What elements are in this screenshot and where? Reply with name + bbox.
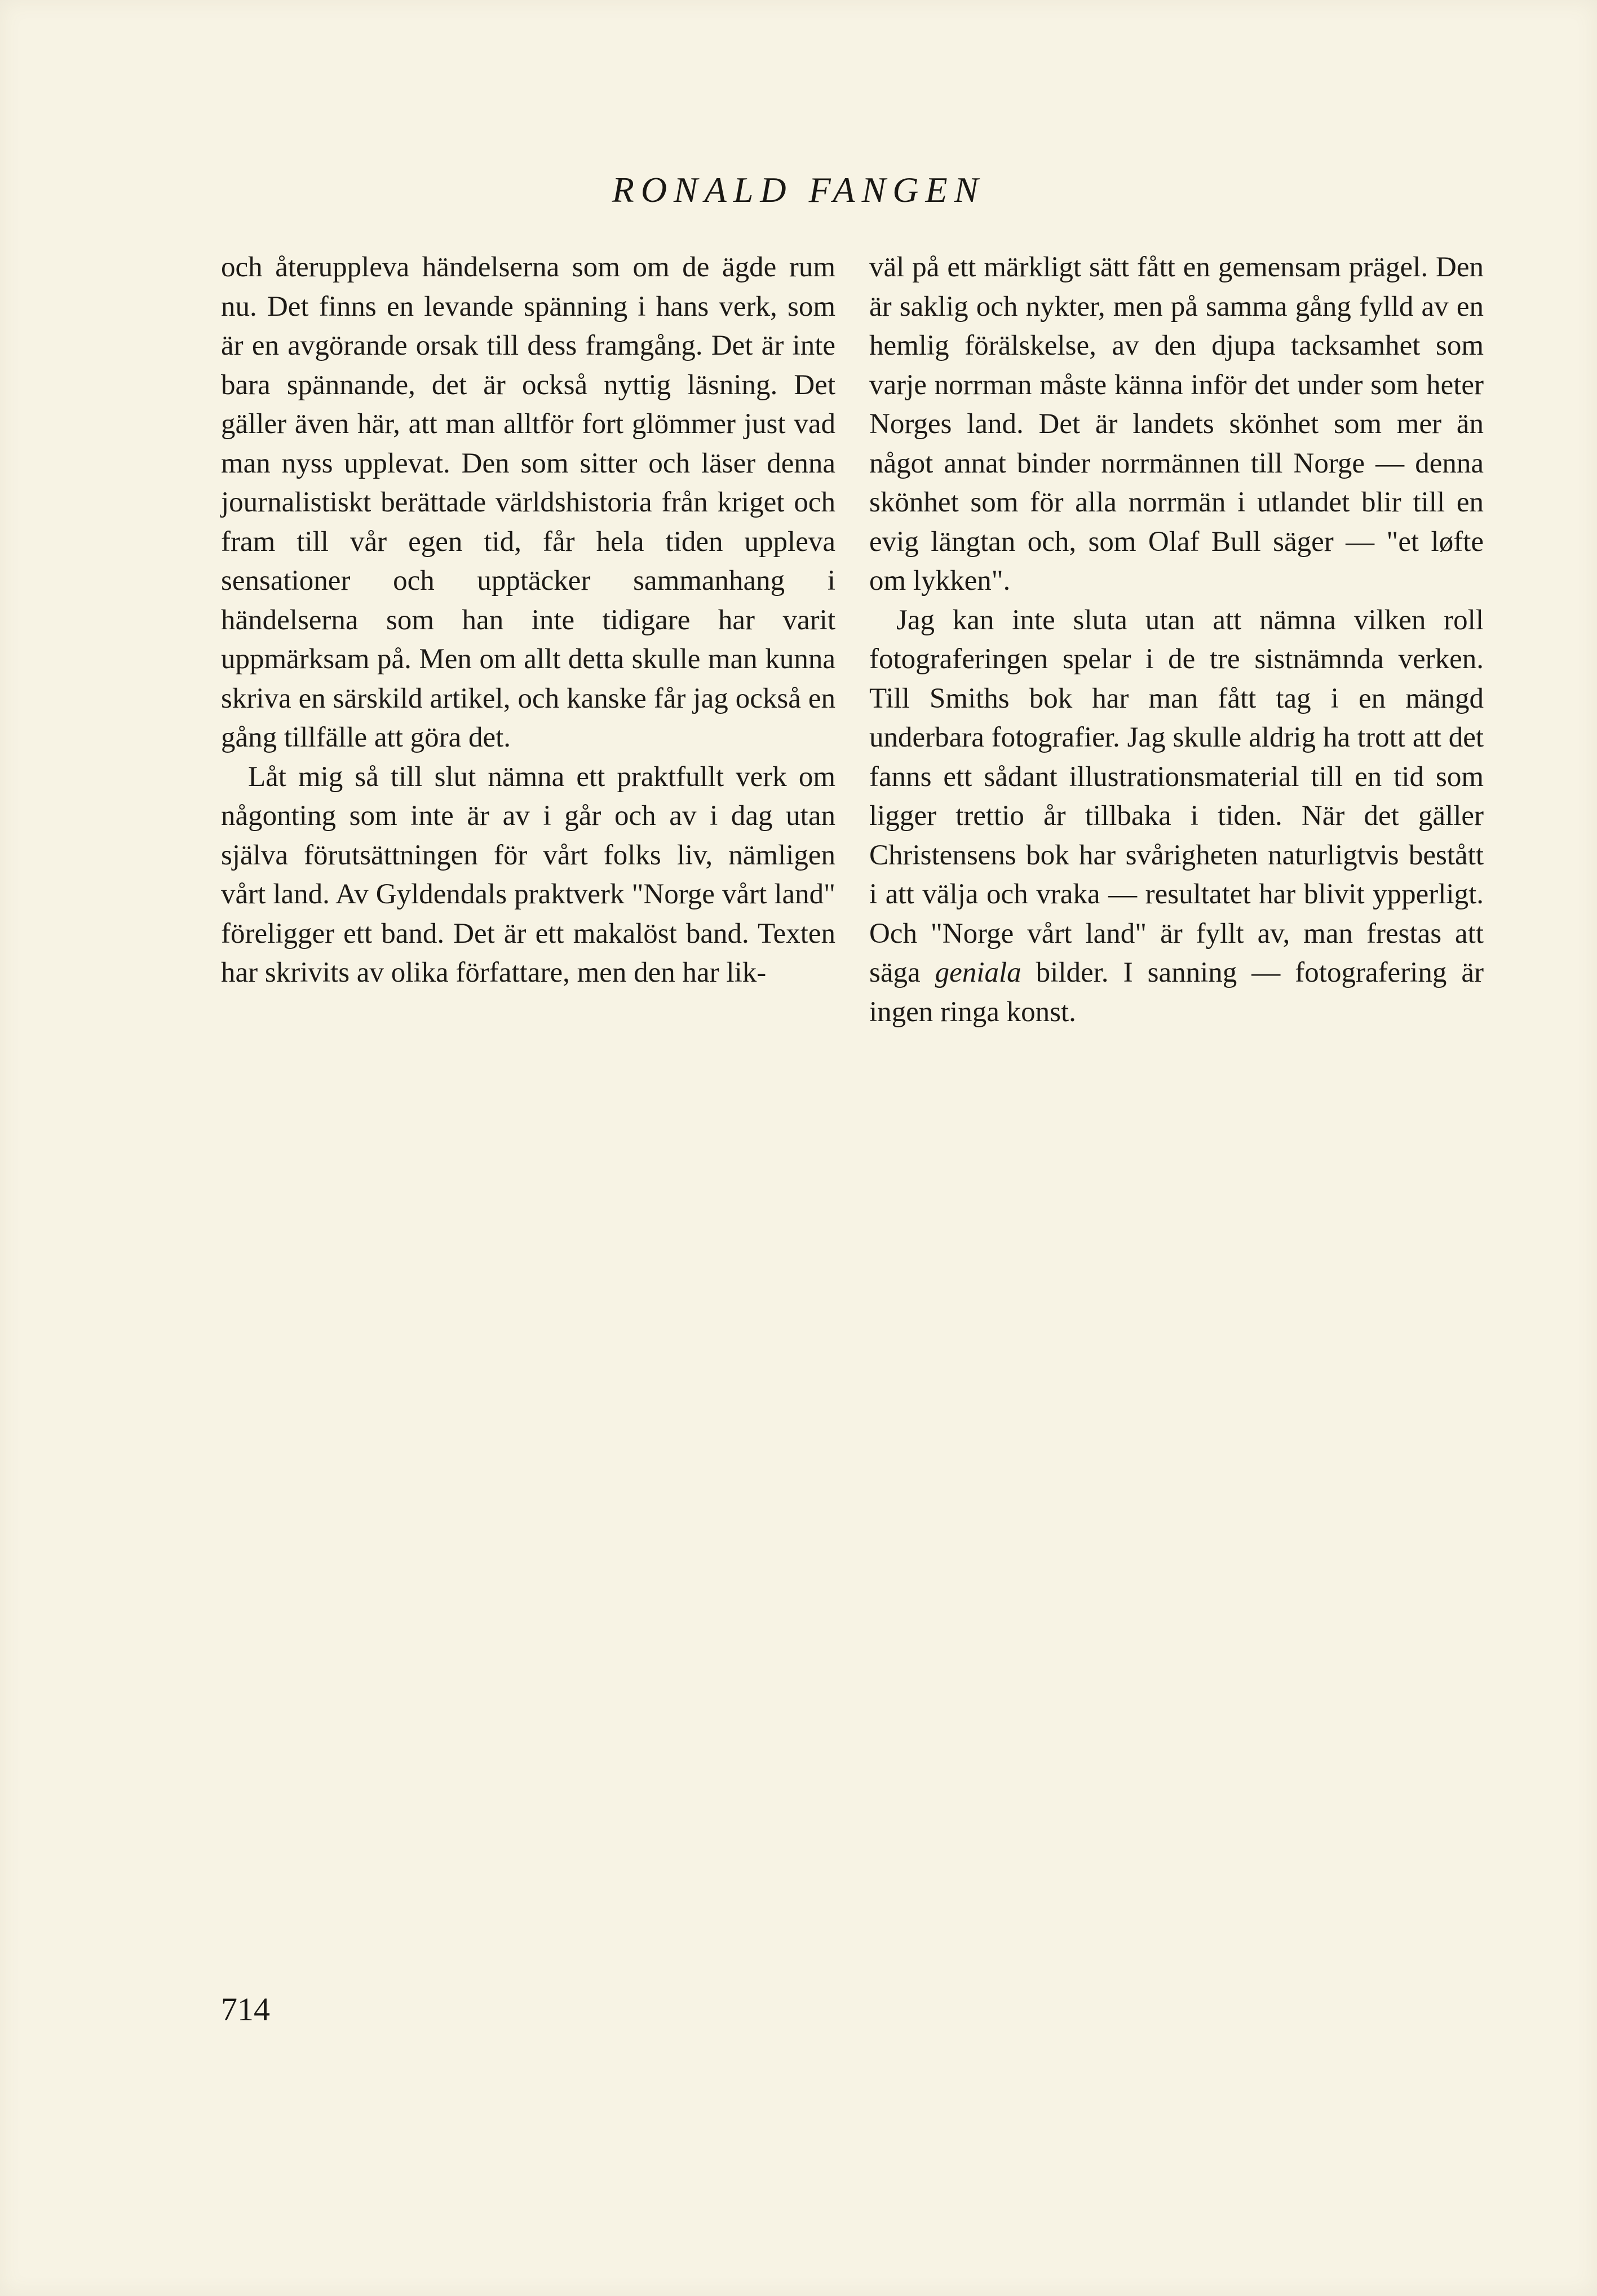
page-number: 714 — [221, 1991, 270, 2028]
right-paragraph-1: väl på ett märkligt sätt fått en gemensam prägel. Den är saklig och nykter, men på samma gång fylld av en hemlig förälskelse, av den djupa tacksamhet som varje norrman måste känna inför det under som heter Norges land. Det är landets skönhet som mer än något annat binder norrmännen till Norge — denna skönhet som för alla norrmän i utlandet blir till en evig längtan och, som Olaf Bull säger — "et løfte om lykken". — [869, 251, 1484, 597]
right-paragraph-2-text: Jag kan inte sluta utan att nämna vilken roll fotograferingen spelar i de tre sistnämnda verken. Till Smiths bok har man fått tag i en mängd underbara fotografier. Jag skulle aldrig ha trott att det fanns ett sådant illustrationsmaterial till en tid som ligger trettio år tillbaka i tiden. När det gäller Christensens bok har svårigheten naturligtvis bestått i att välja och vraka — resultatet har blivit ypperligt. Och "Norge vårt land" är fyllt av, man frestas att säga — [869, 604, 1484, 988]
right-text-column — [869, 248, 1484, 1032]
right-paragraph-2-ending: bilder. I sanning — fotografering är ingen ringa konst. — [869, 957, 1484, 1028]
right-paragraph-2 — [869, 601, 1484, 1032]
emphasized-word: geniala — [935, 957, 1021, 988]
running-head-title: RONALD FANGEN — [612, 170, 985, 210]
left-text-column — [221, 248, 835, 993]
left-paragraph-1: och återuppleva händelserna som om de ägde rum nu. Det finns en levande spänning i hans verk, som är en avgörande orsak till dess framgång. Det är inte bara spännande, det är också nyttig läsning. Det gäller även här, att man alltför fort glömmer just vad man nyss upplevat. Den som sitter och läser denna journalistiskt berättade världshistoria från kriget och fram till vår egen tid, får hela tiden uppleva sensationer och upptäcker sammanhang i händelserna som han inte tidigare har varit uppmärksam på. Men om allt detta skulle man kunna skriva en särskild artikel, och kanske får jag också en gång tillfälle att göra det. — [221, 251, 835, 753]
left-paragraph-2: Låt mig så till slut nämna ett praktfullt verk om någonting som inte är av i går och av i dag utan själva förutsättningen för vårt folks liv, nämligen vårt land. Av Gyldendals praktverk "Norge vårt land" föreligger ett band. Det är ett makalöst band. Texten har skrivits av olika författare, men den har lik- — [221, 761, 835, 988]
